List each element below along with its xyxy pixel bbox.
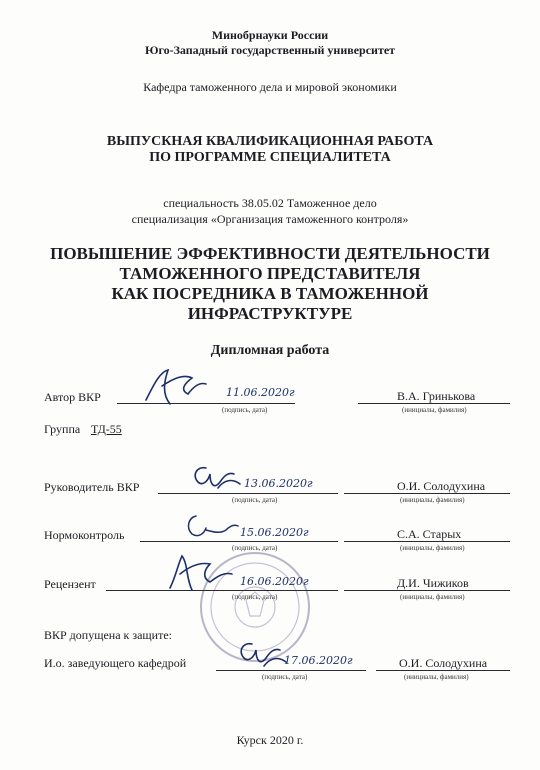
supervisor-signature (188, 460, 244, 496)
head-name-hint: (инициалы, фамилия) (404, 673, 469, 681)
reviewer-sign-date: 16.06.2020г (240, 575, 309, 588)
thesis-title-line-4: ИНФРАСТРУКТУРЕ (187, 304, 353, 323)
supervisor-name-hint: (инициалы, фамилия) (400, 496, 465, 504)
reviewer-signature (160, 548, 236, 598)
reviewer-name: Д.И. Чижиков (397, 576, 469, 590)
head-of-department-label: И.о. заведующего кафедрой (44, 656, 187, 670)
work-type-line-1: ВЫПУСКНАЯ КВАЛИФИКАЦИОННАЯ РАБОТА (106, 134, 434, 149)
author-name-hint: (инициалы, фамилия) (402, 406, 467, 414)
norm-control-name-hint: (инициалы, фамилия) (400, 544, 465, 552)
diploma-label: Дипломная работа (210, 343, 330, 358)
norm-control-sign-date: 15.06.2020г (240, 526, 309, 539)
norm-control-name: С.А. Старых (397, 527, 462, 541)
author-sign-date: 11.06.2020г (226, 386, 295, 399)
norm-control-label: Нормоконтроль (44, 528, 125, 542)
head-sign-hint: (подпись, дата) (262, 673, 308, 681)
author-signature (140, 364, 210, 408)
norm-control-signature (180, 510, 240, 544)
reviewer-label: Рецензент (44, 577, 96, 591)
supervisor-sign-date: 13.06.2020г (244, 477, 313, 490)
supervisor-sign-hint: (подпись, дата) (232, 496, 278, 504)
supervisor-signature-line (158, 493, 338, 494)
author-sign-hint: (подпись, дата) (222, 406, 268, 414)
city-year: Курск 2020 г. (236, 733, 304, 747)
norm-control-sign-hint: (подпись, дата) (232, 544, 278, 552)
admission-label: ВКР допущена к защите: (44, 628, 172, 642)
reviewer-sign-hint: (подпись, дата) (232, 593, 278, 601)
work-type-line-2: ПО ПРОГРАММЕ СПЕЦИАЛИТЕТА (149, 150, 391, 165)
thesis-title-line-3: КАК ПОСРЕДНИКА В ТАМОЖЕННОЙ (111, 284, 429, 303)
head-signature (234, 636, 290, 674)
ministry-name: Минобрнауки России (211, 28, 329, 42)
reviewer-name-hint: (инициалы, фамилия) (400, 593, 465, 601)
thesis-title-line-1: ПОВЫШЕНИЕ ЭФФЕКТИВНОСТИ ДЕЯТЕЛЬНОСТИ (50, 244, 490, 263)
head-sign-date: 17.06.2020г (284, 654, 353, 667)
university-name: Юго-Западный государственный университет (144, 43, 396, 57)
specialty-line: специальность 38.05.02 Таможенное дело (163, 196, 377, 210)
author-name: В.А. Гринькова (397, 389, 476, 403)
thesis-title-line-2: ТАМОЖЕННОГО ПРЕДСТАВИТЕЛЯ (119, 264, 421, 283)
supervisor-label: Руководитель ВКР (44, 480, 140, 494)
head-name: О.И. Солодухина (399, 656, 488, 670)
specialization-line: специализация «Организация таможенного контроля» (131, 212, 409, 226)
group-label: Группа (44, 422, 81, 436)
group-value: ТД-55 (91, 422, 122, 436)
supervisor-name: О.И. Солодухина (397, 479, 486, 493)
author-label: Автор ВКР (44, 390, 101, 404)
department-name: Кафедра таможенного дела и мировой экономики (143, 80, 397, 94)
